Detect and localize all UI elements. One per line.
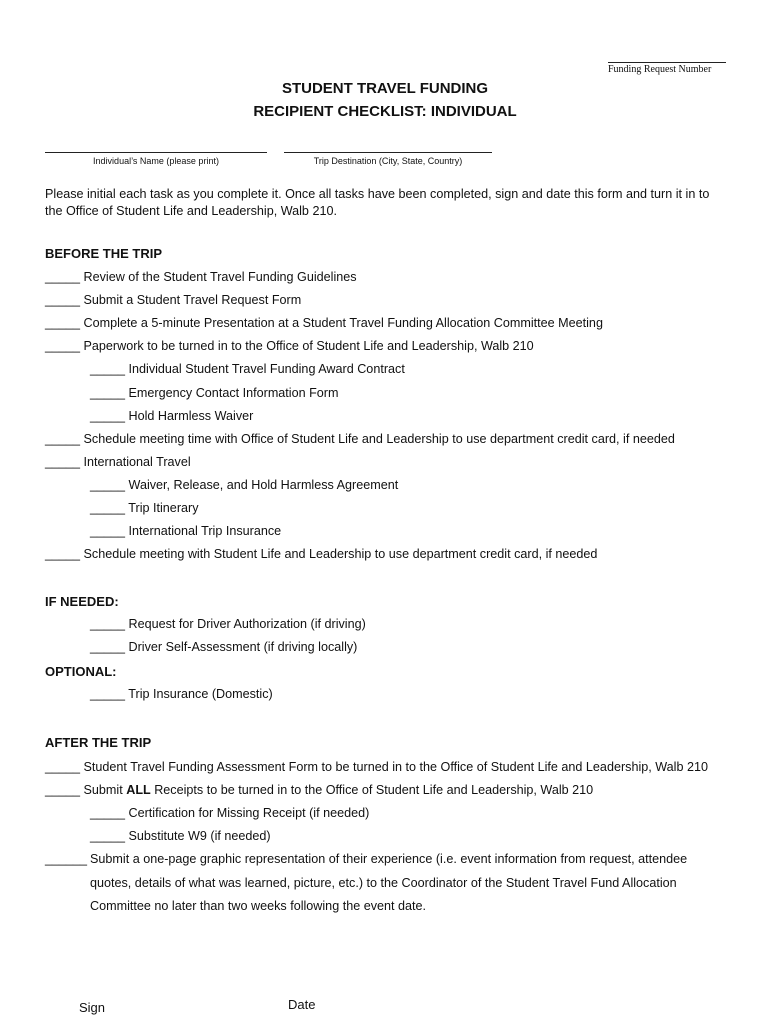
instructions-paragraph: Please initial each task as you complete it. Once all tasks have been completed, sign and date this form and turn it in to the Office of Student Life and Leadership, Walb 210. [45,187,710,218]
after-trip-heading: AFTER THE TRIP [45,735,152,750]
before-trip-heading: BEFORE THE TRIP [45,246,163,261]
name-field-label: Individual’s Name (please print) [93,156,219,166]
item-text: _____ Submit [45,783,127,797]
emphasis-all: ALL [126,783,151,797]
title-line-1: STUDENT TRAVEL FUNDING [281,80,489,97]
final-item-line: quotes, details of what was learned, picture, etc.) to the Coordinator of the Student Travel Fund Allocation [90,876,677,890]
name-field-line[interactable] [45,144,267,153]
checklist-item: _____ Review of the Student Travel Funding Guidelines [45,270,357,284]
checklist-item: _____ Trip Itinerary [90,501,199,515]
item-text: Receipts to be turned in to the Office of Student Life and Leadership, Walb 210 [150,783,594,797]
destination-field-label: Trip Destination (City, State, Country) [313,156,463,166]
checklist-item: _____ Request for Driver Authorization (if driving) [90,617,366,631]
date-label: Date [288,997,316,1012]
checklist-item: _____ Waiver, Release, and Hold Harmless Agreement [90,478,399,492]
checklist-item: _____ Schedule meeting with Student Life and Leadership to use department credit card, if needed [45,547,598,561]
if-needed-heading: IF NEEDED: [45,594,119,609]
checklist-item: _____ Emergency Contact Information Form [90,386,339,400]
checklist-item: _____ Submit a Student Travel Request Form [45,293,302,307]
sign-label: Sign [79,1000,106,1015]
final-item-line: Committee no later than two weeks following the event date. [90,899,427,913]
destination-field-line[interactable] [284,144,492,153]
checklist-item: _____ Paperwork to be turned in to the Office of Student Life and Leadership, Walb 210 [45,339,534,353]
optional-heading: OPTIONAL: [45,664,117,679]
checklist-item: _____ Trip Insurance (Domestic) [90,687,273,701]
checklist-item: _____ International Travel [45,455,191,469]
checklist-item: _____ Student Travel Funding Assessment Form to be turned in to the Office of Student Life and Leadership, Walb 210 [45,760,708,774]
funding-request-number-line[interactable] [608,52,726,63]
checklist-item: _____ Certification for Missing Receipt (if needed) [90,806,370,820]
checklist-item: _____ Driver Self-Assessment (if driving locally) [90,640,358,654]
final-item-line: Submit a one-page graphic representation of their experience (i.e. event information from request, attendee [90,852,688,866]
final-item-blank: ______ [45,852,88,866]
checklist-item: _____ Schedule meeting time with Office of Student Life and Leadership to use department credit card, if needed [45,432,675,446]
funding-request-number-label: Funding Request Number [608,64,712,75]
checklist-item-receipts [45,783,593,797]
checklist-item: _____ Complete a 5-minute Presentation at a Student Travel Funding Allocation Committee Meeting [45,316,603,330]
checklist-item: _____ Hold Harmless Waiver [90,409,254,423]
checklist-item: _____ Substitute W9 (if needed) [90,829,271,843]
checklist-item: _____ Individual Student Travel Funding Award Contract [90,362,405,376]
checklist-item: _____ International Trip Insurance [90,524,282,538]
title-line-2: RECIPIENT CHECKLIST: INDIVIDUAL [253,103,517,120]
